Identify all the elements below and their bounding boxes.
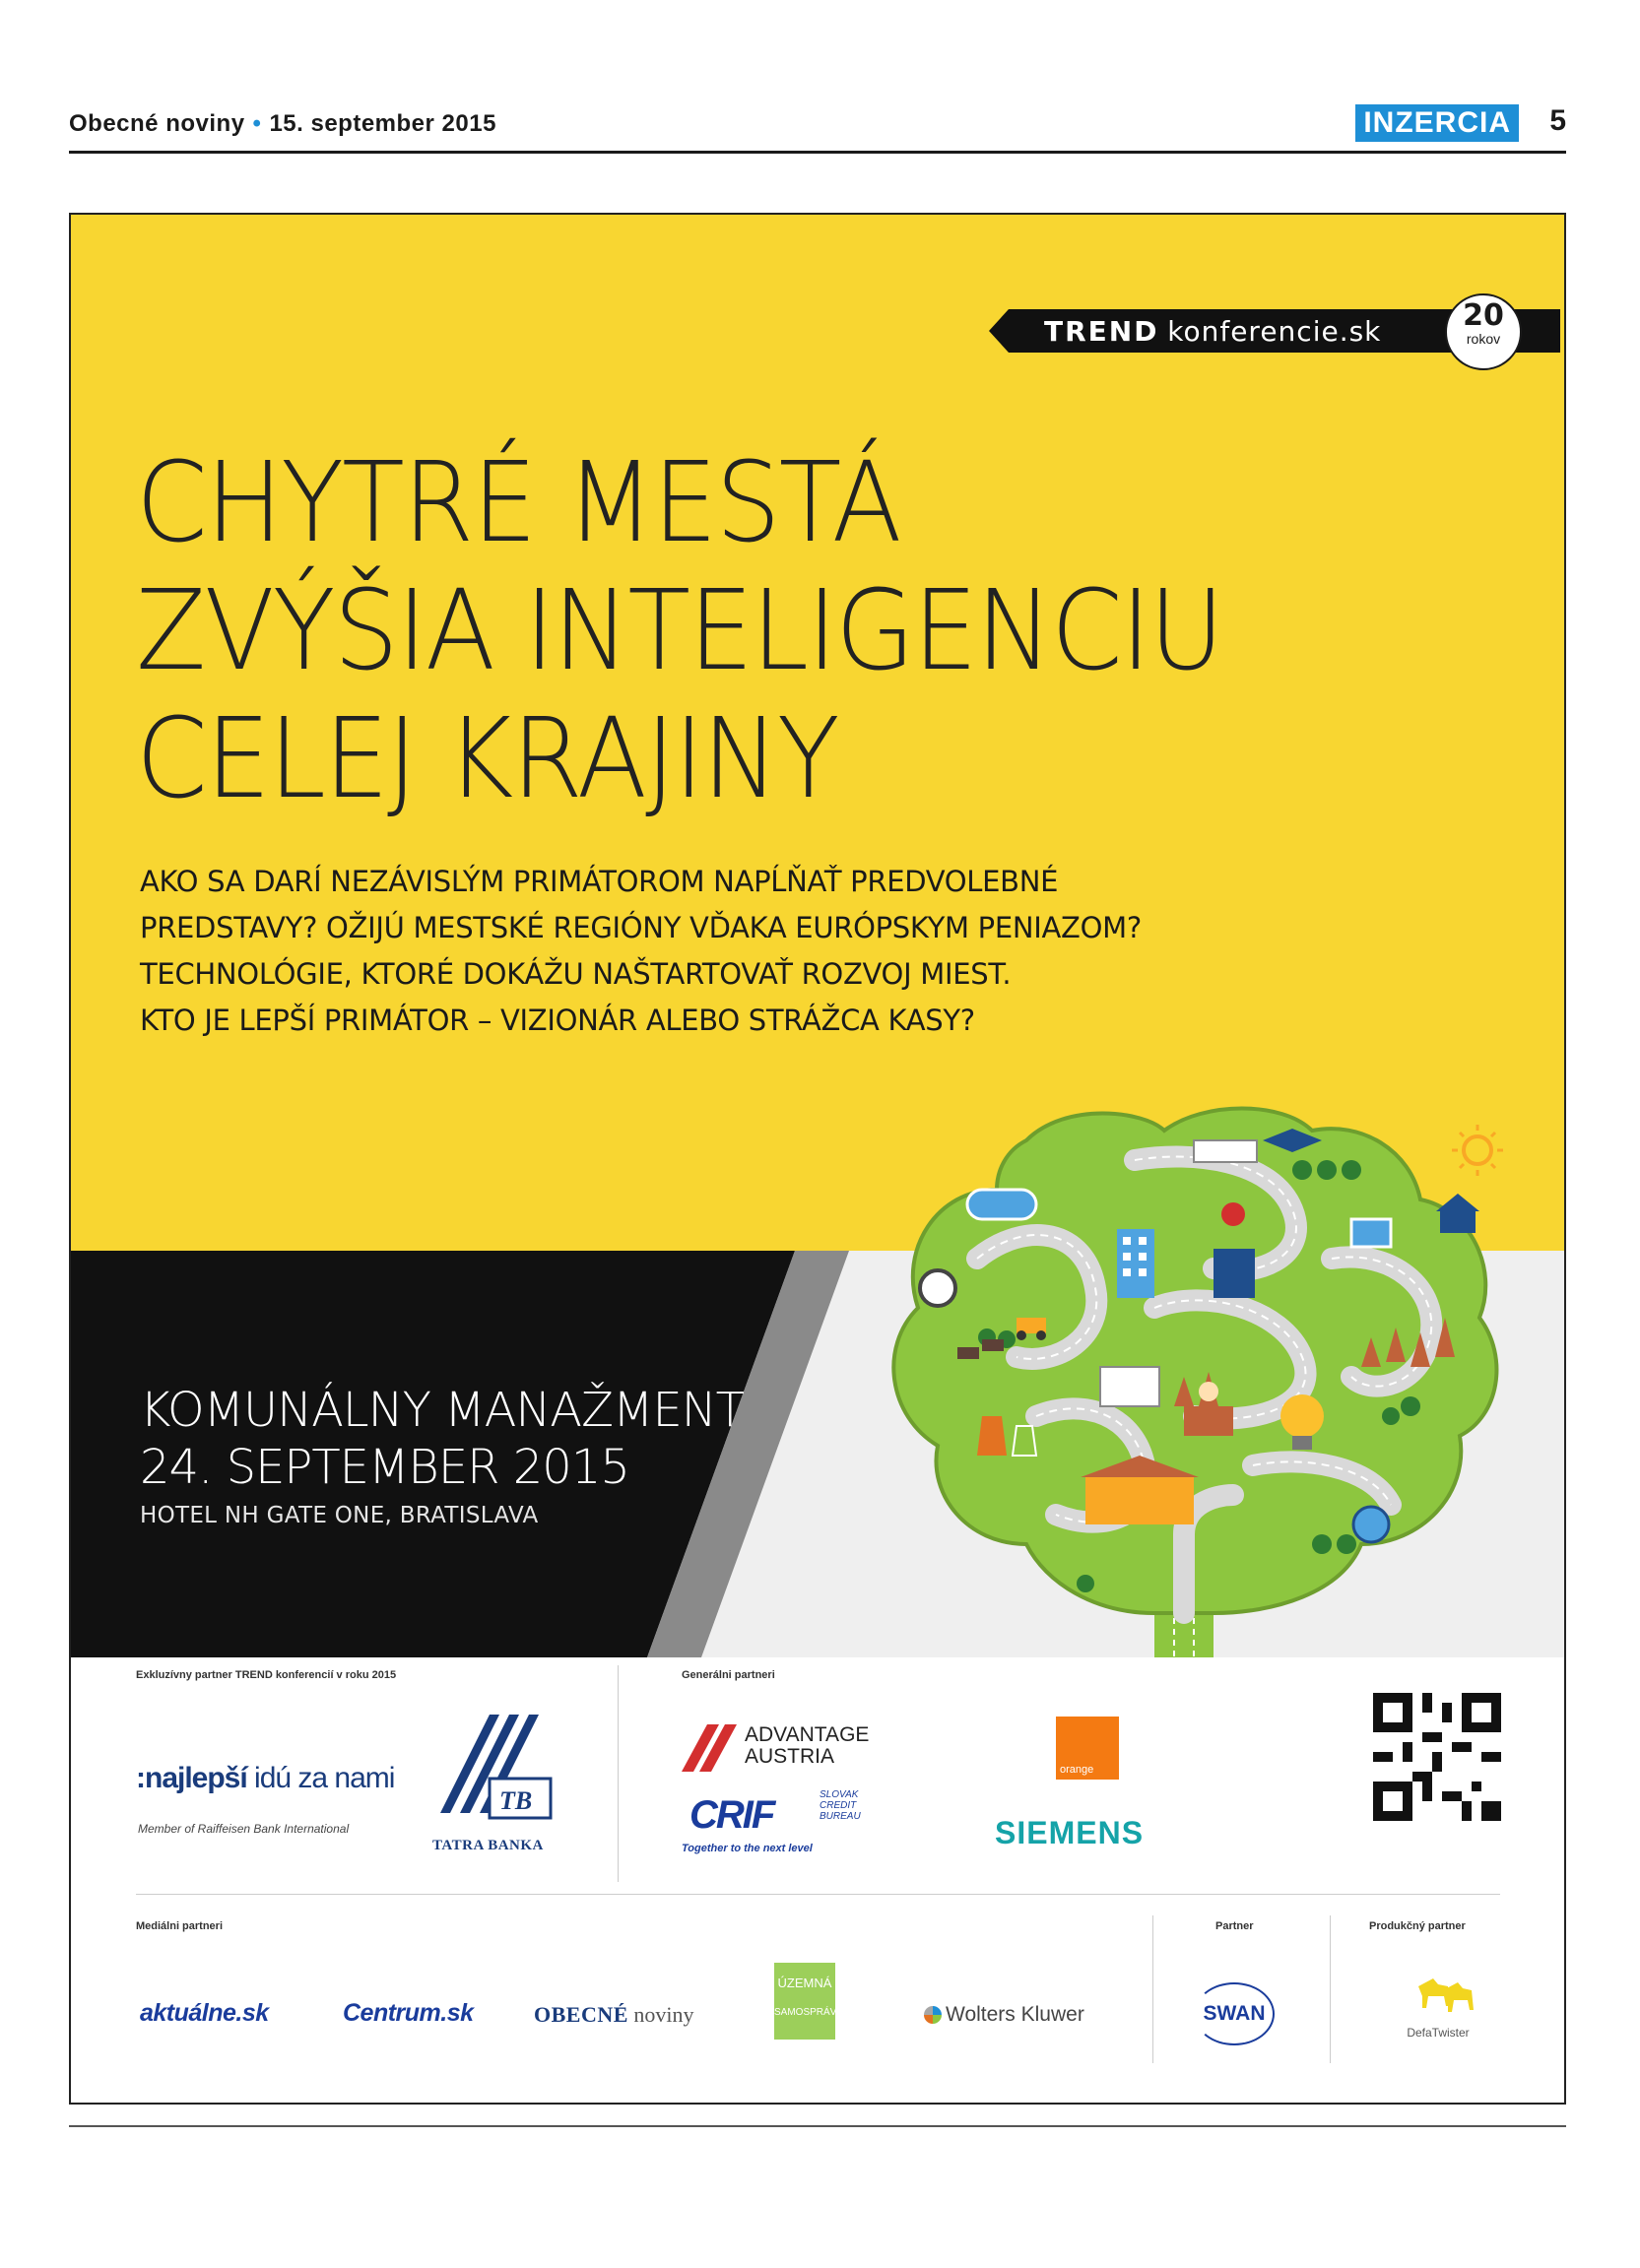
obecne-noviny-logo: OBECNÉ noviny bbox=[534, 2002, 694, 2027]
newspaper-masthead bbox=[69, 110, 496, 138]
anniversary-badge bbox=[1445, 293, 1522, 370]
crif-logo bbox=[682, 1785, 879, 1854]
brain-shape bbox=[893, 1109, 1496, 1614]
billboard-icon bbox=[1194, 1140, 1257, 1162]
computer-icon bbox=[1351, 1219, 1391, 1247]
najlepsi-logo: :najlepší idú za nami bbox=[136, 1762, 395, 1794]
globe-icon bbox=[1353, 1507, 1389, 1542]
divider bbox=[136, 1894, 1500, 1895]
raiffeisen-text: Member of Raiffeisen Bank International bbox=[138, 1822, 350, 1836]
general-partners-label: Generálni partneri bbox=[682, 1669, 775, 1681]
event-venue: HOTEL NH GATE ONE, BRATISLAVA bbox=[140, 1503, 539, 1528]
smart-city-brain-illustration bbox=[859, 1081, 1566, 1692]
uzemna-samosprava-logo: ÚZEMNÁ SAMOSPRÁVA bbox=[774, 1963, 835, 2040]
advantage-line-1: ADVANTAGE bbox=[745, 1723, 870, 1746]
crif-tagline: Together to the next level bbox=[682, 1843, 813, 1854]
headline-line-2: ZVÝŠIA INTELIGENCIU bbox=[136, 567, 1223, 695]
aktualne-logo: aktuálne.sk bbox=[140, 1999, 269, 2027]
divider bbox=[618, 1665, 619, 1882]
tatra-banka-mark-text: TB bbox=[499, 1786, 533, 1815]
magnifier-icon bbox=[920, 1270, 955, 1306]
trend-logo-text: TREND konferencie.sk bbox=[1044, 315, 1382, 348]
question-line-4: KTO JE LEPŠÍ PRIMÁTOR – VIZIONÁR ALEBO STRÁŽCA KASY? bbox=[140, 1004, 975, 1037]
question-line-1: AKO SA DARÍ NEZÁVISLÝM PRIMÁTOROM NAPĹŇAŤ PREDVOLEBNÉ bbox=[140, 865, 1059, 898]
siemens-logo: SIEMENS bbox=[995, 1815, 1145, 1850]
defa-twister-logo bbox=[1389, 1967, 1487, 2055]
ad-questions bbox=[140, 859, 1273, 1044]
wolters-kluwer-logo: Wolters Kluwer bbox=[924, 2003, 1084, 2027]
wolters-kluwer-icon bbox=[924, 2006, 942, 2024]
orange-logo-text: orange bbox=[1060, 1764, 1094, 1776]
page-number: 5 bbox=[1549, 104, 1566, 137]
horse-icon bbox=[1389, 1967, 1487, 2026]
anniversary-label: rokov bbox=[1466, 331, 1501, 347]
event-date: 24. SEPTEMBER 2015 bbox=[140, 1440, 629, 1495]
divider bbox=[1330, 1915, 1331, 2063]
qr-code[interactable] bbox=[1373, 1693, 1501, 1821]
divider bbox=[1152, 1915, 1153, 2063]
partner-label: Partner bbox=[1215, 1920, 1254, 1932]
crif-subtitle: SLOVAK CREDIT BUREAU bbox=[820, 1789, 861, 1822]
tatra-banka-logo bbox=[430, 1705, 558, 1852]
trend-konferencie-badge bbox=[989, 298, 1560, 353]
pool-icon bbox=[967, 1190, 1036, 1219]
book-icon bbox=[1214, 1249, 1255, 1298]
school-building-icon bbox=[1085, 1475, 1194, 1524]
advertisement bbox=[69, 213, 1566, 2105]
event-title: KOMUNÁLNY MANAŽMENT bbox=[140, 1383, 744, 1438]
advantage-austria-mark bbox=[682, 1724, 741, 1774]
office-building-icon bbox=[1117, 1229, 1154, 1298]
classroom-board-icon bbox=[1100, 1367, 1159, 1406]
orange-logo bbox=[1056, 1717, 1119, 1780]
footer-rule bbox=[69, 2125, 1566, 2127]
centrum-logo: Centrum.sk bbox=[343, 1999, 474, 2027]
event-info bbox=[140, 1382, 829, 1535]
lightbulb-icon bbox=[1280, 1394, 1324, 1438]
ad-headline bbox=[136, 439, 1318, 823]
advantage-austria-logo bbox=[682, 1724, 879, 1774]
media-partners-label: Mediálni partneri bbox=[136, 1920, 224, 1932]
defa-twister-name: DefaTwister bbox=[1407, 2026, 1470, 2040]
house-icon bbox=[1440, 1209, 1476, 1233]
headline-line-1: CHYTRÉ MESTÁ bbox=[136, 439, 900, 567]
tatra-banka-name: TATRA BANKA bbox=[432, 1838, 544, 1853]
newspaper-name: Obecné noviny bbox=[69, 110, 245, 137]
headline-line-3: CELEJ KRAJINY bbox=[136, 695, 838, 823]
advantage-line-2: AUSTRIA bbox=[745, 1745, 835, 1768]
separator: • bbox=[252, 110, 262, 137]
swan-logo: SWAN bbox=[1194, 1982, 1275, 2045]
exclusive-partner-label: Exkluzívny partner TREND konferencií v roku 2015 bbox=[136, 1669, 397, 1681]
anniversary-years: 20 bbox=[1463, 298, 1504, 333]
product-partner-label: Produkčný partner bbox=[1369, 1920, 1466, 1932]
desk-person-icon bbox=[1184, 1406, 1233, 1436]
sun-icon bbox=[1452, 1125, 1503, 1176]
tatra-banka-mark bbox=[430, 1705, 558, 1833]
question-line-2: PREDSTAVY? OŽIJÚ MESTSKÉ REGIÓNY VĎAKA EURÓPSKYM PENIAZOM? bbox=[140, 911, 1142, 944]
partners-section bbox=[71, 1657, 1564, 2103]
issue-date: 15. september 2015 bbox=[269, 110, 496, 137]
crif-name: CRIF bbox=[689, 1793, 774, 1837]
section-badge: INZERCIA bbox=[1355, 104, 1519, 142]
newspaper-header bbox=[69, 106, 1566, 154]
apple-icon bbox=[1221, 1202, 1245, 1226]
question-line-3: TECHNOLÓGIE, KTORÉ DOKÁŽU NAŠTARTOVAŤ ROZVOJ MIEST. bbox=[140, 957, 1012, 991]
